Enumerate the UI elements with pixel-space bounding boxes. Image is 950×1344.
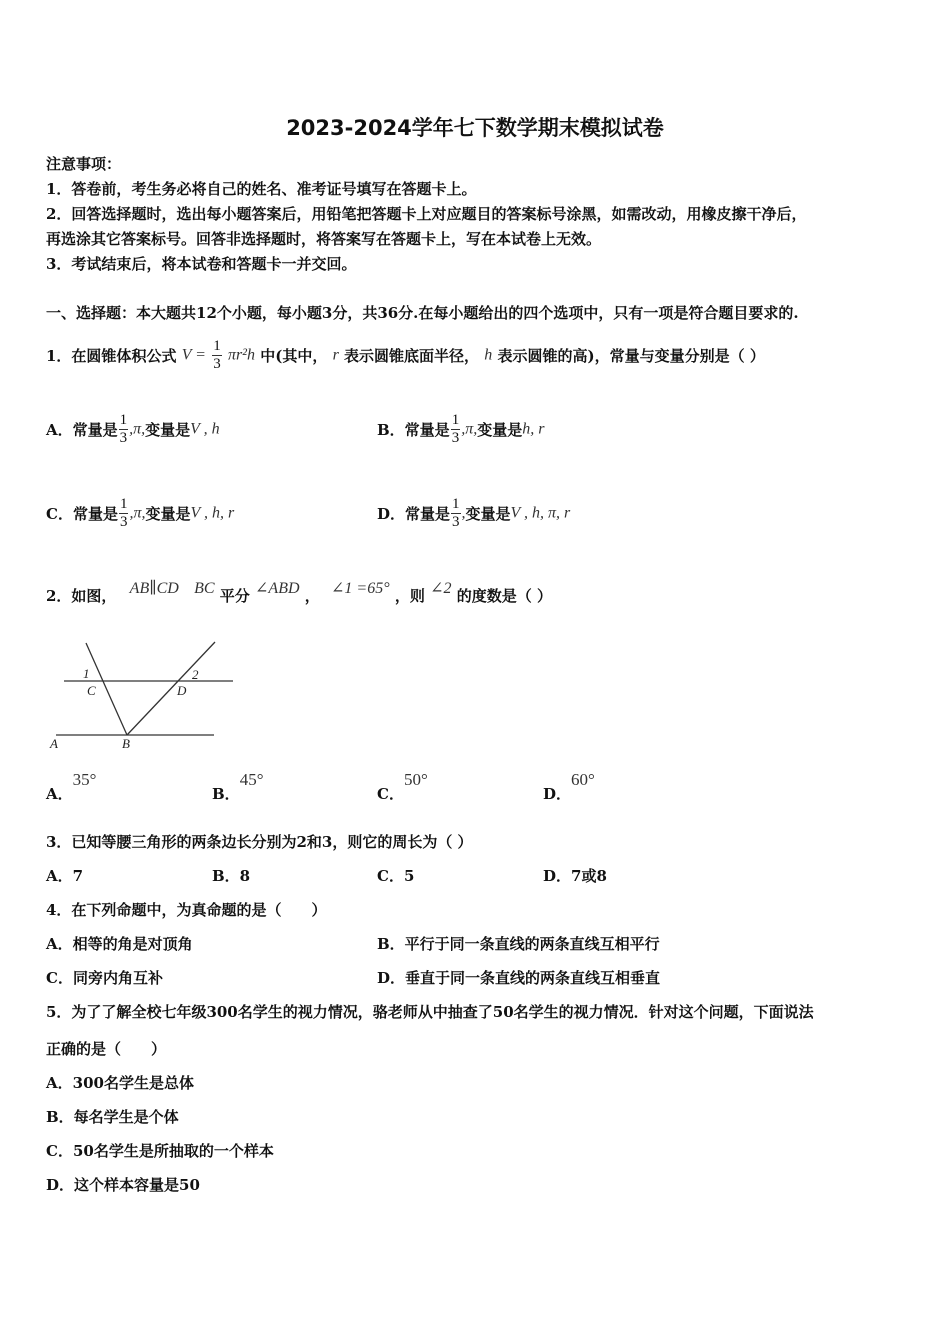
q2-cond-angle-abd: ∠ABD: [255, 580, 300, 597]
q1-var-h: h: [484, 346, 493, 364]
label-point-d: D: [177, 683, 187, 698]
q2-cond-angle1: ∠1 =65°: [331, 580, 390, 597]
q1-var-r: r: [332, 346, 339, 364]
q1-option-b[interactable]: B．常量是 $\frac{1}{3}$ ,π,变量是h, r: [377, 412, 545, 446]
q3-option-c[interactable]: C．5: [377, 867, 415, 885]
notice-item-3: 3．考试结束后，将本试卷和答题卡一并交回。: [46, 255, 357, 273]
q4-option-d[interactable]: D．垂直于同一条直线的两条直线互相垂直: [377, 969, 661, 987]
question-5-stem-line1: 5．为了了解全校七年级300名学生的视力情况，骆老师从中抽查了50名学生的视力情况．针对这个问题，下面说法: [46, 1003, 814, 1021]
notice-heading: 注意事项：: [46, 155, 122, 173]
section-heading: 一、选择题：本大题共12个小题，每小题3分，共36分.在每小题给出的四个选项中，只有一项是符合题目要求的.: [46, 304, 799, 322]
q2-option-d[interactable]: D．60°: [543, 770, 595, 803]
q1-prefix: 1．在圆锥体积公式: [46, 347, 177, 365]
q3-option-a[interactable]: A．7: [46, 867, 84, 885]
notice-item-2a: 2．回答选择题时，选出每小题答案后，用铅笔把答题卡上对应题目的答案标号涂黑，如需改动，用橡皮擦干净后，: [46, 205, 807, 223]
q1-formula-right: πr²h: [227, 346, 255, 364]
question-2-stem: 2．如图， AB∥CD BC 平分 ∠ABD ， ∠1 =65° ，则 ∠2 的度数是（ ）: [46, 580, 552, 605]
notice-item-1: 1．答卷前，考生务必将自己的姓名、准考证号填写在答题卡上。: [46, 180, 477, 198]
q1-mid2: 表示圆锥底面半径，: [344, 347, 480, 365]
q1-fraction: $\frac{1}{3}$: [213, 338, 221, 372]
q2-cond-angle2: ∠2: [430, 580, 452, 597]
q4-option-c[interactable]: C．同旁内角互补: [46, 969, 163, 987]
q1-option-a[interactable]: A．常量是 $\frac{1}{3}$ ,π,变量是V , h: [46, 412, 220, 446]
q2-option-c[interactable]: C．50°: [377, 770, 428, 803]
q4-option-b[interactable]: B．平行于同一条直线的两条直线互相平行: [377, 935, 660, 953]
q1-formula-left: V =: [181, 346, 206, 364]
label-point-b: B: [122, 736, 130, 751]
q5-option-a[interactable]: A．300名学生是总体: [46, 1074, 194, 1092]
line-bd: [127, 642, 215, 735]
label-angle-1: 1: [83, 666, 90, 681]
notice-item-2b: 再选涂其它答案标号。回答非选择题时，将答案写在答题卡上，写在本试卷上无效。: [46, 230, 602, 248]
q2-option-b[interactable]: B．45°: [212, 770, 264, 803]
q1-suffix: 表示圆锥的高)，常量与变量分别是（ ）: [497, 347, 765, 365]
q5-option-c[interactable]: C．50名学生是所抽取的一个样本: [46, 1142, 274, 1160]
label-point-a: A: [50, 736, 58, 751]
q2-cond-bc: BC: [194, 580, 215, 597]
q2-geometry-figure: [46, 634, 246, 754]
q4-option-a[interactable]: A．相等的角是对顶角: [46, 935, 193, 953]
q3-option-b[interactable]: B．8: [212, 867, 251, 885]
page-title: 2023-2024学年七下数学期末模拟试卷: [286, 116, 664, 140]
label-angle-2: 2: [192, 667, 199, 682]
question-5-stem-line2: 正确的是（ ）: [46, 1040, 167, 1058]
question-3-stem: 3．已知等腰三角形的两条边长分别为2和3，则它的周长为（ ）: [46, 833, 473, 851]
question-4-stem: 4．在下列命题中，为真命题的是（ ）: [46, 901, 327, 919]
q1-option-c[interactable]: C．常量是 $\frac{1}{3}$ ,π,变量是V , h, r: [46, 496, 235, 530]
q3-option-d[interactable]: D．7或8: [543, 867, 607, 885]
q2-option-a[interactable]: A．35°: [46, 770, 97, 803]
question-1-stem: [46, 338, 765, 373]
label-point-c: C: [87, 683, 96, 698]
q5-option-b[interactable]: B．每名学生是个体: [46, 1108, 179, 1126]
q5-option-d[interactable]: D．这个样本容量是50: [46, 1176, 200, 1194]
q1-option-d[interactable]: D．常量是 $\frac{1}{3}$ ,变量是V , h, π, r: [377, 496, 571, 530]
q1-mid1: 中(其中，: [260, 347, 328, 365]
q2-cond-parallel: AB∥CD: [129, 580, 179, 597]
